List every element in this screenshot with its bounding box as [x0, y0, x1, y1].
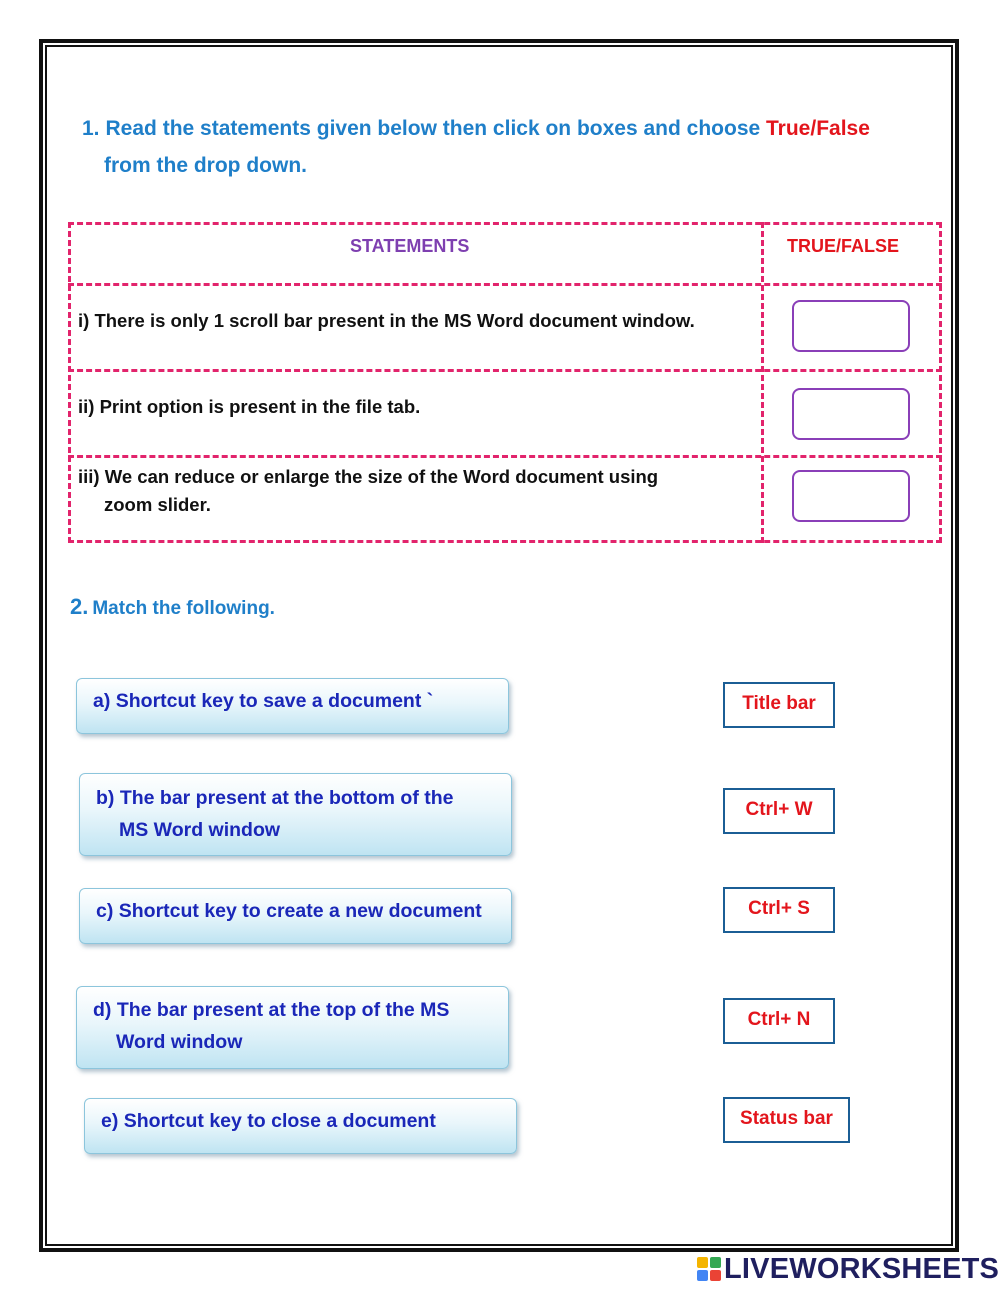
match-item-a[interactable] — [76, 678, 509, 734]
match-answer-ctrl-w[interactable]: Ctrl+ W — [723, 788, 835, 834]
statement-row-3 — [78, 463, 758, 519]
match-item-c[interactable] — [79, 888, 512, 944]
question-2-text: Match the following. — [92, 598, 275, 619]
match-item-text: a) Shortcut key to save a document ` — [93, 690, 434, 712]
match-item-text: c) Shortcut key to create a new document — [96, 900, 482, 922]
question-2-number: 2. — [70, 594, 89, 619]
match-item-text: e) Shortcut key to close a document — [101, 1110, 436, 1132]
question-1-instruction — [82, 110, 952, 184]
logo-text: LIVEWORKSHEETS — [724, 1252, 1000, 1285]
match-answer-ctrl-s[interactable]: Ctrl+ S — [723, 887, 835, 933]
answer-dropdown-1[interactable] — [792, 300, 910, 352]
table-row-divider — [68, 283, 942, 286]
match-item-text-cont: Word window — [116, 1031, 243, 1053]
match-item-d[interactable] — [76, 986, 509, 1069]
question-1-number: 1. — [82, 117, 100, 140]
statement-text-cont: zoom slider. — [104, 494, 211, 515]
header-true-false: TRUE/FALSE — [787, 236, 900, 256]
match-answer-status-bar[interactable]: Status bar — [723, 1097, 850, 1143]
table-row-divider — [68, 369, 942, 372]
question-2-instruction — [70, 594, 275, 620]
statement-text: ii) Print option is present in the file tab. — [78, 396, 421, 417]
match-item-text-cont: MS Word window — [119, 819, 281, 841]
liveworksheets-logo — [697, 1254, 999, 1284]
table-row-divider — [68, 455, 942, 458]
header-statements: STATEMENTS — [350, 236, 470, 256]
question-1-text-cont: from the drop down. — [104, 154, 307, 177]
answer-dropdown-3[interactable] — [792, 470, 910, 522]
statement-row-1 — [78, 307, 758, 335]
statement-row-2 — [78, 393, 758, 421]
match-item-b[interactable] — [79, 773, 512, 856]
statement-text: i) There is only 1 scroll bar present in the MS Word document window. — [78, 310, 695, 331]
logo-mark-icon — [697, 1257, 721, 1281]
match-item-text: b) The bar present at the bottom of the — [96, 787, 454, 809]
statement-text: iii) We can reduce or enlarge the size of the Word document using — [78, 466, 659, 487]
match-answer-title-bar[interactable]: Title bar — [723, 682, 835, 728]
table-column-divider — [761, 222, 764, 543]
question-1-highlight: True/False — [766, 117, 870, 140]
question-1-text: Read the statements given below then click on boxes and choose — [105, 117, 767, 140]
match-answer-ctrl-n[interactable]: Ctrl+ N — [723, 998, 835, 1044]
answer-dropdown-2[interactable] — [792, 388, 910, 440]
match-item-e[interactable] — [84, 1098, 517, 1154]
match-item-text: d) The bar present at the top of the MS — [93, 999, 450, 1021]
